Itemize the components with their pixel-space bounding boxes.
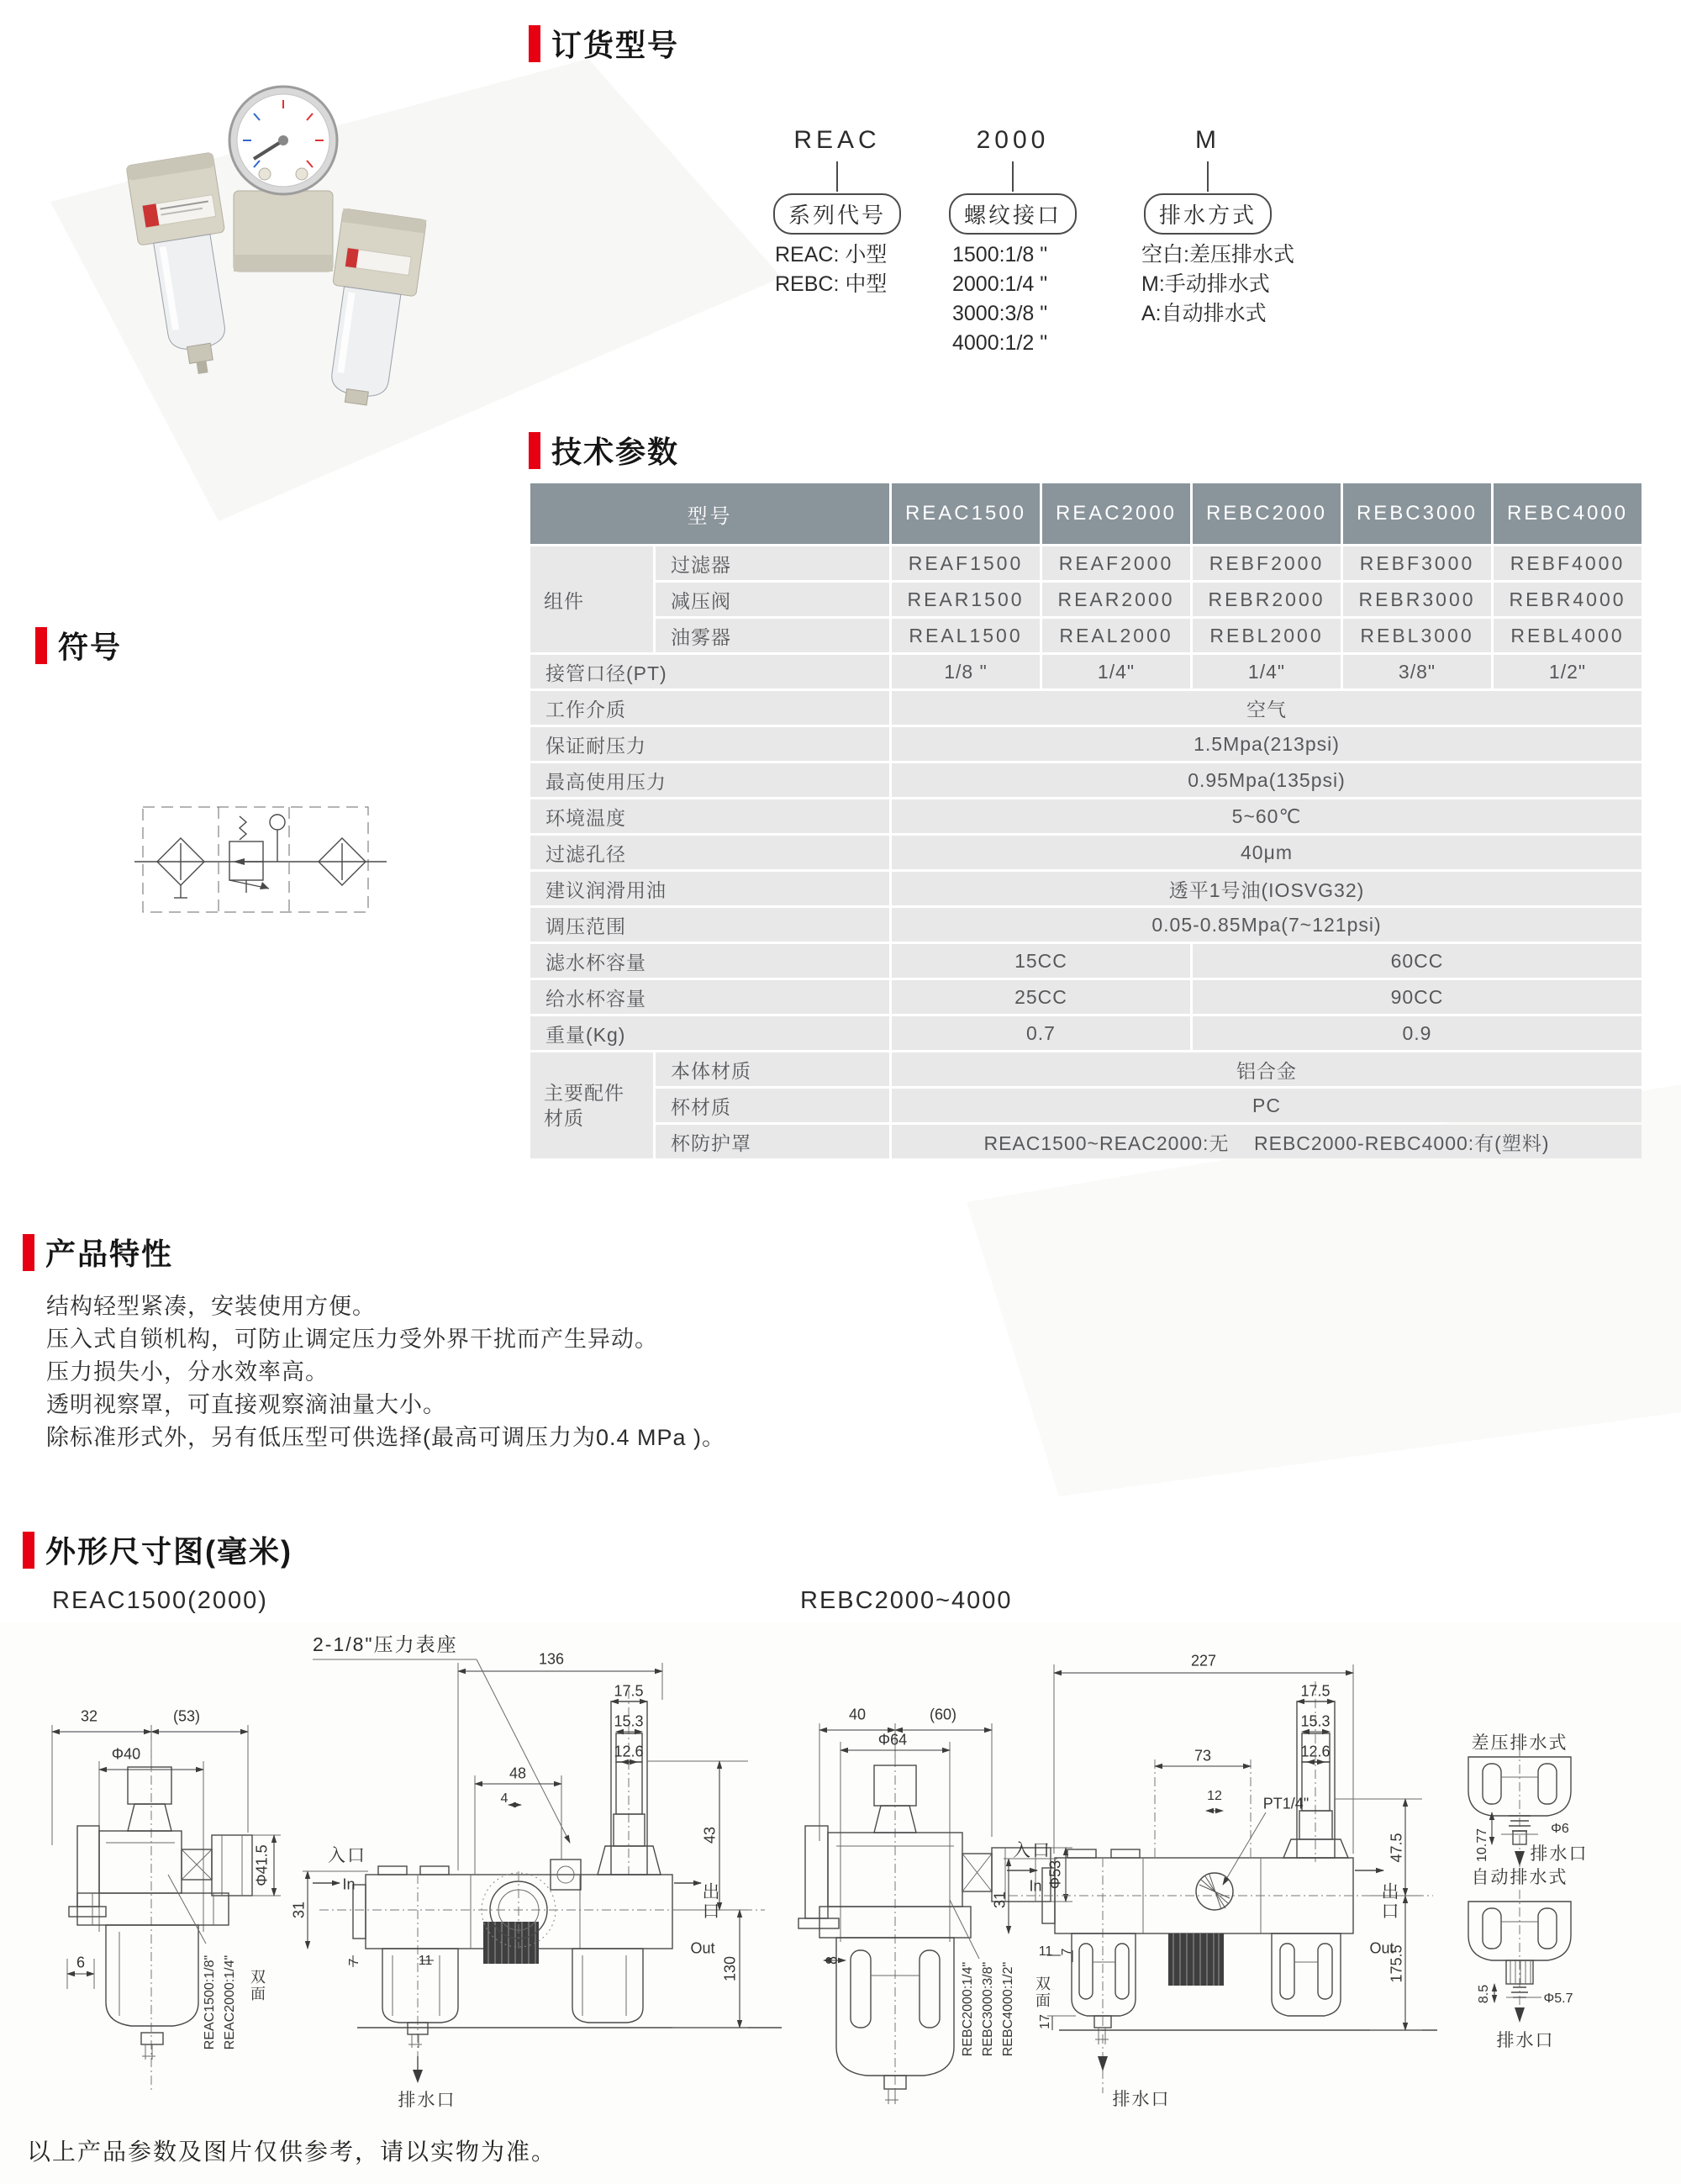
outlet-label: 出口 xyxy=(1379,1882,1399,1921)
row-label: 杯材质 xyxy=(656,1089,889,1122)
cell: REAL2000 xyxy=(1042,619,1190,652)
inlet-label: In xyxy=(342,1875,356,1893)
drawing-title-rebc: REBC2000~4000 xyxy=(800,1587,1013,1614)
pill-drain: 排水方式 xyxy=(1144,193,1272,235)
row-label: 环境温度 xyxy=(530,799,889,833)
table-row xyxy=(530,980,1641,1014)
cell: 1/8 " xyxy=(892,655,1040,688)
detail-title: 差压排水式 xyxy=(1471,1733,1568,1753)
section-ordering-header xyxy=(529,22,679,65)
option: REBC: 中型 xyxy=(775,272,888,296)
dim-label: REBC3000:3/8" xyxy=(981,1961,995,2057)
dim-label: 15.3 xyxy=(1300,1712,1331,1730)
regulator-symbol xyxy=(229,815,285,893)
row-label: 建议润滑用油 xyxy=(530,872,889,905)
dim-label: 6 xyxy=(76,1954,86,1971)
col-header: 型号 xyxy=(530,483,889,544)
dim-label: 136 xyxy=(538,1650,565,1668)
outlet-label: Out xyxy=(1369,1939,1394,1957)
dim-label: (53) xyxy=(172,1707,201,1725)
feature-item: 结构轻型紧凑，安装使用方便。 xyxy=(46,1294,376,1319)
cell: 25CC xyxy=(892,980,1190,1014)
cell: REBL4000 xyxy=(1494,619,1641,652)
table-row xyxy=(530,1125,1641,1158)
cell: REAR2000 xyxy=(1042,583,1190,616)
cell: 1/2" xyxy=(1494,655,1641,688)
dim-label: 43 xyxy=(701,1826,719,1844)
dim-label: 12 xyxy=(1207,1789,1222,1803)
cell: 0.05-0.85Mpa(7~121psi) xyxy=(892,908,1641,942)
dim-label: Φ6 xyxy=(1551,1822,1569,1836)
inlet-label: 入口 xyxy=(328,1846,366,1865)
specs-table xyxy=(528,481,1644,1161)
cell: 1.5Mpa(213psi) xyxy=(892,727,1641,761)
dim-label: 8 xyxy=(823,1955,840,1965)
dim-label: 7 xyxy=(1060,1948,1074,1956)
lubricator-bowl-guard xyxy=(1272,1933,1341,2016)
cell: 15CC xyxy=(892,944,1190,978)
row-label: 过滤孔径 xyxy=(530,836,889,869)
table-row xyxy=(530,619,1641,652)
table-row xyxy=(530,944,1641,978)
code-drain: M xyxy=(1195,126,1220,154)
option: 3000:3/8 " xyxy=(952,302,1048,325)
option: M:手动排水式 xyxy=(1141,272,1270,296)
cell: REAC1500~REAC2000:无 REBC2000-REBC4000:有(塑料) xyxy=(892,1125,1641,1158)
dim-label: 31 xyxy=(991,1891,1009,1909)
table-row xyxy=(530,799,1641,833)
dim-label: 10.77 xyxy=(1475,1828,1489,1863)
dim-label: 12.6 xyxy=(1300,1743,1331,1760)
dim-label: 4 xyxy=(500,1791,509,1806)
dim-label: 双面 xyxy=(249,1969,266,2002)
red-bar-icon xyxy=(529,432,540,469)
table-row xyxy=(530,1016,1641,1050)
cell: REBL2000 xyxy=(1193,619,1341,652)
inlet-label: In xyxy=(1029,1877,1042,1895)
dim-label: Φ5.7 xyxy=(1543,1991,1573,2006)
row-label: 重量(Kg) xyxy=(530,1016,889,1050)
table-row xyxy=(530,763,1641,797)
row-label: 过滤器 xyxy=(656,546,889,580)
col-header: REAC2000 xyxy=(1042,483,1190,544)
dim-label: 40 xyxy=(848,1706,867,1723)
cell: 0.7 xyxy=(892,1016,1190,1050)
dim-label: Φ53 xyxy=(1046,1860,1064,1890)
filter-bowl xyxy=(382,1875,458,2083)
cell: REAF2000 xyxy=(1042,546,1190,580)
dim-label: 31 xyxy=(290,1901,308,1919)
table-row xyxy=(530,655,1641,688)
col-header: REBC2000 xyxy=(1193,483,1341,544)
row-label: 最高使用压力 xyxy=(530,763,889,797)
regulator-knurl xyxy=(483,1922,539,1964)
outlet-label: 出口 xyxy=(700,1882,719,1921)
connector-line xyxy=(1207,161,1209,192)
product-photo xyxy=(92,71,462,408)
table-row xyxy=(530,908,1641,942)
dim-label: REAC1500:1/8" xyxy=(203,1955,217,2050)
rebc-front-view xyxy=(1004,1664,1437,2093)
col-header: REBC3000 xyxy=(1343,483,1491,544)
cell: REBL3000 xyxy=(1343,619,1491,652)
red-bar-icon xyxy=(23,1234,34,1271)
feature-item: 压力损失小，分水效率高。 xyxy=(46,1359,329,1385)
reac-side-view xyxy=(52,1725,281,2093)
dim-label: 8.5 xyxy=(1477,1984,1491,2004)
red-bar-icon xyxy=(35,627,47,664)
table-row xyxy=(530,872,1641,905)
cell: REBR2000 xyxy=(1193,583,1341,616)
footer-note: 以上产品参数及图片仅供参考，请以实物为准。 xyxy=(27,2139,557,2165)
dim-label: 48 xyxy=(509,1765,527,1782)
dim-label: 175.5 xyxy=(1388,1944,1405,1983)
dim-label: Φ40 xyxy=(111,1745,141,1763)
row-label: 调压范围 xyxy=(530,908,889,942)
dim-label: 17 xyxy=(1038,2014,1052,2029)
reac-dimension-drawing xyxy=(25,1622,798,2127)
detail-title: 自动排水式 xyxy=(1471,1868,1568,1887)
cell: REBR4000 xyxy=(1494,583,1641,616)
section-title: 产品特性 xyxy=(45,1237,174,1271)
regulator-knurl xyxy=(1168,1933,1224,1986)
section-specs-header xyxy=(529,429,679,472)
cell: 40μm xyxy=(892,836,1641,869)
col-header: REBC4000 xyxy=(1494,483,1641,544)
feature-item: 压入式自锁机构，可防止调定压力受外界干扰而产生异动。 xyxy=(46,1327,658,1352)
dim-label: 7 xyxy=(347,1958,361,1966)
section-dims-header xyxy=(23,1528,292,1571)
row-label: 减压阀 xyxy=(656,583,889,616)
connector-line xyxy=(1012,161,1014,192)
cell: 5~60℃ xyxy=(892,799,1641,833)
cell: 1/4" xyxy=(1193,655,1341,688)
option: REAC: 小型 xyxy=(775,243,888,266)
dim-label: Φ41.5 xyxy=(253,1844,271,1886)
cell: 铝合金 xyxy=(892,1052,1641,1086)
code-port: 2000 xyxy=(976,126,1050,154)
drawing-title-reac: REAC1500(2000) xyxy=(52,1587,268,1614)
rebc-side-view xyxy=(798,1723,1072,2104)
cell: 90CC xyxy=(1193,980,1641,1014)
dim-label: (60) xyxy=(929,1706,957,1723)
dim-label: 11 xyxy=(418,1954,433,1968)
dim-label: 11 xyxy=(1038,1944,1053,1959)
red-bar-icon xyxy=(23,1532,34,1569)
inlet-label: 入口 xyxy=(1013,1841,1051,1860)
dim-label: PT1/4" xyxy=(1262,1795,1309,1812)
table-row xyxy=(530,1052,1641,1086)
table-row xyxy=(530,546,1641,580)
dim-label: 17.5 xyxy=(1300,1682,1331,1700)
row-label: 保证耐压力 xyxy=(530,727,889,761)
dim-label: REBC2000:1/4" xyxy=(961,1961,975,2057)
cell: REAL1500 xyxy=(892,619,1040,652)
pill-port: 螺纹接口 xyxy=(949,193,1077,235)
cell: 透平1号油(IOSVG32) xyxy=(892,872,1641,905)
connector-line xyxy=(836,161,838,192)
table-row xyxy=(530,691,1641,725)
table-row xyxy=(530,727,1641,761)
drain-label: 排水口 xyxy=(1496,2031,1555,2050)
cell: REBF4000 xyxy=(1494,546,1641,580)
cell: 空气 xyxy=(892,691,1641,725)
cell: PC xyxy=(892,1089,1641,1122)
cell: 1/4" xyxy=(1042,655,1190,688)
option: A:自动排水式 xyxy=(1141,302,1267,325)
table-row xyxy=(530,1089,1641,1122)
option: 2000:1/4 " xyxy=(952,272,1048,296)
dim-label: 73 xyxy=(1194,1747,1212,1765)
outlet-label: Out xyxy=(690,1939,715,1957)
reac-front-view xyxy=(303,1659,782,2083)
dim-label: 32 xyxy=(80,1707,98,1725)
row-label: 油雾器 xyxy=(656,619,889,652)
cell: 3/8" xyxy=(1343,655,1491,688)
row-label: 本体材质 xyxy=(656,1052,889,1086)
section-title: 外形尺寸图(毫米) xyxy=(45,1534,292,1569)
table-row xyxy=(530,836,1641,869)
option: 1500:1/8 " xyxy=(952,243,1048,266)
code-series: REAC xyxy=(793,126,881,154)
drain-label: 排水口 xyxy=(1530,1844,1589,1864)
section-features-header xyxy=(23,1231,173,1274)
dim-label: Φ64 xyxy=(877,1731,908,1749)
dim-label: 47.5 xyxy=(1388,1833,1405,1863)
pneumatic-symbol xyxy=(134,799,387,925)
dim-label: 227 xyxy=(1190,1652,1217,1670)
section-title: 技术参数 xyxy=(551,435,680,469)
group-label: 组件 xyxy=(530,546,653,652)
filter-symbol xyxy=(157,838,204,898)
row-label: 滤水杯容量 xyxy=(530,944,889,978)
cell: REBF3000 xyxy=(1343,546,1491,580)
group-label: 主要配件 材质 xyxy=(530,1052,653,1158)
cell: 60CC xyxy=(1193,944,1641,978)
cell: REBF2000 xyxy=(1193,546,1341,580)
dim-label: 130 xyxy=(721,1955,739,1982)
cell: REBR3000 xyxy=(1343,583,1491,616)
dim-label: 12.6 xyxy=(614,1743,644,1760)
dim-label: REAC2000:1/4" xyxy=(223,1955,237,2050)
feature-item: 除标准形式外，另有低压型可供选择(最高可调压力为0.4 MPa )。 xyxy=(46,1425,726,1450)
dim-label: 15.3 xyxy=(614,1712,644,1730)
feature-item: 透明视察罩，可直接观察滴油量大小。 xyxy=(46,1392,446,1417)
gauge-seat-note: 2-1/8"压力表座 xyxy=(313,1633,458,1655)
section-title: 订货型号 xyxy=(551,28,680,62)
table-row xyxy=(530,583,1641,616)
dim-label: 双面 xyxy=(1034,1976,1051,2009)
filter-unit xyxy=(126,152,246,380)
cell: REAR1500 xyxy=(892,583,1040,616)
filter-bowl-guard xyxy=(1072,1858,1136,2093)
row-label: 工作介质 xyxy=(530,691,889,725)
row-label: 杯防护罩 xyxy=(656,1125,889,1158)
pill-series: 系列代号 xyxy=(773,193,901,235)
cell: 0.9 xyxy=(1193,1016,1641,1050)
dim-label: 17.5 xyxy=(614,1682,644,1700)
option: 4000:1/2 " xyxy=(952,331,1048,355)
lubricator-bowl xyxy=(572,1949,643,2023)
row-label: 给水杯容量 xyxy=(530,980,889,1014)
col-header: REAC1500 xyxy=(892,483,1040,544)
cell: REAF1500 xyxy=(892,546,1040,580)
cell: 0.95Mpa(135psi) xyxy=(892,763,1641,797)
section-symbol-header xyxy=(35,624,122,667)
table-header-row xyxy=(530,483,1641,544)
drain-label: 排水口 xyxy=(398,2091,456,2110)
section-title: 符号 xyxy=(58,630,123,664)
regulator-unit xyxy=(229,87,337,272)
option: 空白:差压排水式 xyxy=(1141,243,1294,266)
drain-label: 排水口 xyxy=(1112,2090,1171,2109)
row-label: 接管口径(PT) xyxy=(530,655,889,688)
red-bar-icon xyxy=(529,25,540,62)
dim-label: REBC4000:1/2" xyxy=(1001,1961,1015,2057)
